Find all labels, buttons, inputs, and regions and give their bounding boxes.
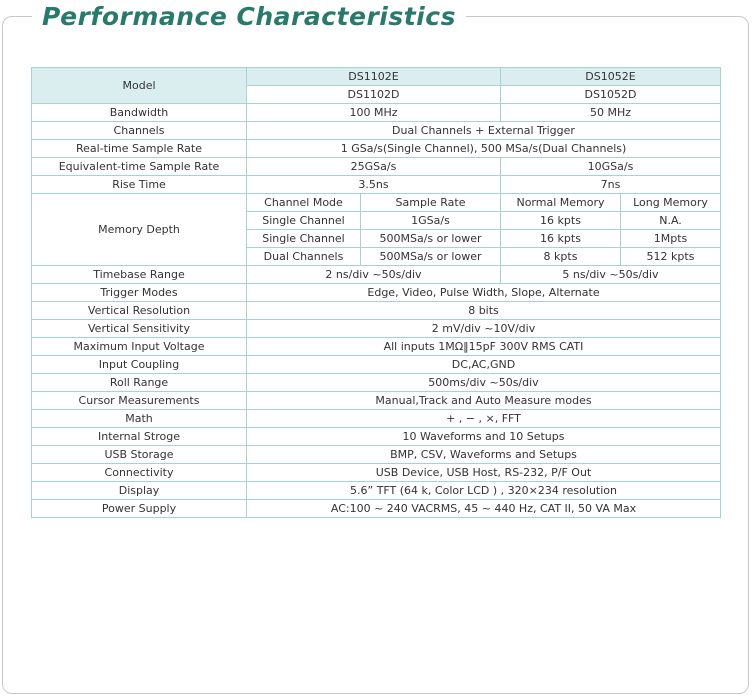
row-value: Edge, Video, Pulse Width, Slope, Alternate (247, 284, 721, 302)
row-value: + , − , ×, FFT (247, 410, 721, 428)
table-row (32, 122, 721, 140)
row-label: Internal Stroge (32, 428, 247, 446)
row-value: BMP, CSV, Waveforms and Setups (247, 446, 721, 464)
row-value: 1 GSa/s(Single Channel), 500 MSa/s(Dual Channels) (247, 140, 721, 158)
row-label: Real-time Sample Rate (32, 140, 247, 158)
model-col2-b: DS1052D (501, 86, 721, 104)
table-row (32, 392, 721, 410)
table-row (32, 428, 721, 446)
memory-cell: 500MSa/s or lower (361, 230, 501, 248)
table-row (32, 194, 721, 212)
memory-cell: 500MSa/s or lower (361, 248, 501, 266)
model-col2-a: DS1052E (501, 68, 721, 86)
row-value: 500ms/div ~50s/div (247, 374, 721, 392)
row-label: Memory Depth (32, 194, 247, 266)
row-label: Maximum Input Voltage (32, 338, 247, 356)
row-value: 25GSa/s (247, 158, 501, 176)
memory-cell: Dual Channels (247, 248, 361, 266)
memory-header: Sample Rate (361, 194, 501, 212)
row-label: Roll Range (32, 374, 247, 392)
table-row (32, 104, 721, 122)
memory-cell: N.A. (621, 212, 721, 230)
table-row (32, 446, 721, 464)
table-row (32, 140, 721, 158)
row-value: 10 Waveforms and 10 Setups (247, 428, 721, 446)
memory-cell: 1GSa/s (361, 212, 501, 230)
memory-header: Normal Memory (501, 194, 621, 212)
row-value: DC,AC,GND (247, 356, 721, 374)
table-row (32, 320, 721, 338)
table-row (32, 302, 721, 320)
memory-cell: Single Channel (247, 212, 361, 230)
memory-header: Long Memory (621, 194, 721, 212)
row-label: Bandwidth (32, 104, 247, 122)
memory-cell: 1Mpts (621, 230, 721, 248)
row-label: Power Supply (32, 500, 247, 518)
row-label: Timebase Range (32, 266, 247, 284)
model-col1-a: DS1102E (247, 68, 501, 86)
table-row (32, 266, 721, 284)
row-label: Equivalent-time Sample Rate (32, 158, 247, 176)
row-value: 8 bits (247, 302, 721, 320)
table-row (32, 500, 721, 518)
row-value: 100 MHz (247, 104, 501, 122)
row-label: Vertical Resolution (32, 302, 247, 320)
table-row (32, 68, 721, 86)
memory-cell: Single Channel (247, 230, 361, 248)
row-label: Math (32, 410, 247, 428)
memory-header: Channel Mode (247, 194, 361, 212)
row-value: 2 ns/div ~50s/div (247, 266, 501, 284)
row-value: AC:100 ~ 240 VACRMS, 45 ~ 440 Hz, CAT II, 50 VA Max (247, 500, 721, 518)
row-value: 5 ns/div ~50s/div (501, 266, 721, 284)
row-label: Input Coupling (32, 356, 247, 374)
row-value: USB Device, USB Host, RS-232, P/F Out (247, 464, 721, 482)
table-row (32, 374, 721, 392)
spec-table (31, 67, 721, 518)
table-row (32, 176, 721, 194)
row-value: Dual Channels + External Trigger (247, 122, 721, 140)
memory-cell: 16 kpts (501, 212, 621, 230)
model-col1-b: DS1102D (247, 86, 501, 104)
table-row (32, 482, 721, 500)
row-label: Channels (32, 122, 247, 140)
table-row (32, 464, 721, 482)
row-label: Display (32, 482, 247, 500)
table-row (32, 410, 721, 428)
memory-cell: 8 kpts (501, 248, 621, 266)
row-value: 10GSa/s (501, 158, 721, 176)
row-value: 7ns (501, 176, 721, 194)
row-label: Vertical Sensitivity (32, 320, 247, 338)
row-label: Cursor Measurements (32, 392, 247, 410)
table-row (32, 284, 721, 302)
row-label: Rise Time (32, 176, 247, 194)
model-label: Model (32, 68, 247, 104)
memory-cell: 16 kpts (501, 230, 621, 248)
row-value: 3.5ns (247, 176, 501, 194)
row-value: 50 MHz (501, 104, 721, 122)
row-value: 2 mV/div ~10V/div (247, 320, 721, 338)
table-row (32, 338, 721, 356)
row-label: USB Storage (32, 446, 247, 464)
row-label: Trigger Modes (32, 284, 247, 302)
row-value: All inputs 1MΩ‖15pF 300V RMS CATⅠ (247, 338, 721, 356)
row-label: Connectivity (32, 464, 247, 482)
row-value: Manual,Track and Auto Measure modes (247, 392, 721, 410)
page-title: Performance Characteristics (32, 0, 466, 34)
table-row (32, 356, 721, 374)
memory-cell: 512 kpts (621, 248, 721, 266)
row-value: 5.6” TFT (64 k, Color LCD ) , 320×234 resolution (247, 482, 721, 500)
table-row (32, 158, 721, 176)
